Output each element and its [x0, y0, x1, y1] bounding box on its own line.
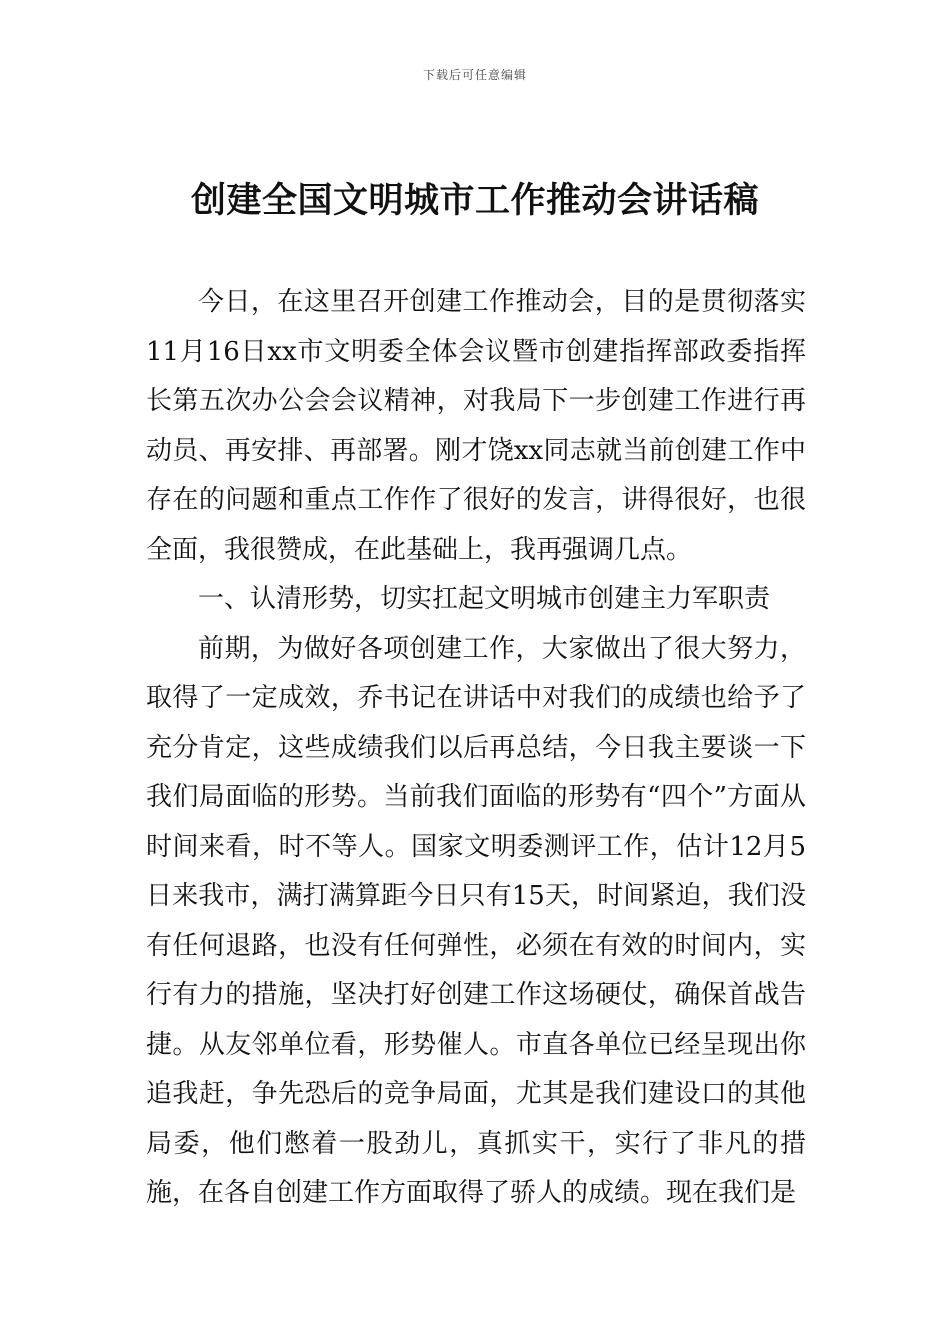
document-body	[146, 278, 806, 1219]
document-title: 创建全国文明城市工作推动会讲话稿	[190, 180, 759, 221]
paragraph: 前期，为做好各项创建工作，大家做出了很大努力，取得了一定成效，乔书记在讲话中对我们的成绩也给予了充分肯定，这些成绩我们以后再总结，今日我主要谈一下我们局面临的形势。当前我们面临的形势有“四个”方面从时间来看，时不等人。国家文明委测评工作，估计12月5日来我市，满打满算距今日只有15天，时间紧迫，我们没有任何退路，也没有任何弹性，必须在有效的时间内，实行有力的措施，坚决打好创建工作这场硬仗，确保首战告捷。从友邻单位看，形势催人。市直各单位已经呈现出你追我赶，争先恐后的竞争局面，尤其是我们建设口的其他局委，他们憋着一股劲儿，真抓实干，实行了非凡的措施，在各自创建工作方面取得了骄人的成绩。现在我们是	[146, 633, 806, 1208]
paragraph: 今日，在这里召开创建工作推动会，目的是贯彻落实11月16日xx市文明委全体会议暨市创建指挥部政委指挥长第五次办公会会议精神，对我局下一步创建工作进行再动员、再安排、再部署。刚才饶xx同志就当前创建工作中存在的问题和重点工作作了很好的发言，讲得很好，也很全面，我很赞成，在此基础上，我再强调几点。	[146, 287, 806, 565]
section-heading: 一、认清形势，切实扛起文明城市创建主力军职责	[198, 584, 771, 614]
header-note: 下载后可任意编辑	[422, 68, 527, 82]
